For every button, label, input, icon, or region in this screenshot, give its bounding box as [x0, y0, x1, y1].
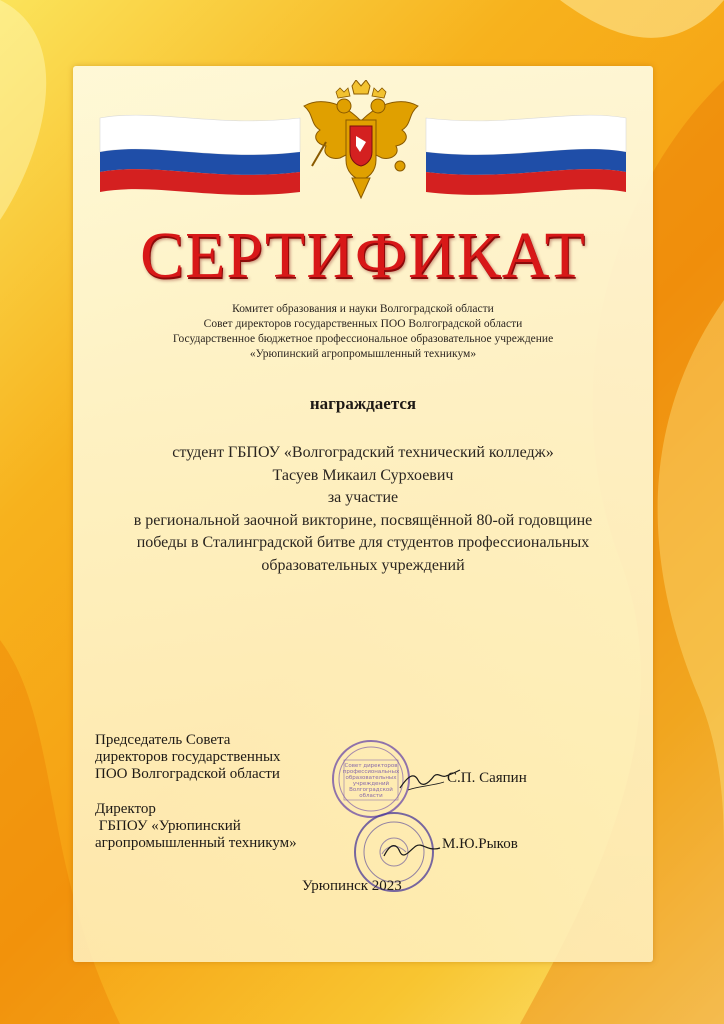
awarded-label: награждается	[309, 394, 417, 413]
stamp-line: профессиональных	[342, 769, 400, 775]
signatory-2-name: М.Ю.Рыков	[442, 836, 518, 852]
double-headed-eagle-emblem	[300, 80, 422, 204]
position-line: директоров государственных	[95, 749, 281, 765]
award-reason-line: в региональной заочной викторине, посвящённой 80-ой годовщине	[133, 511, 593, 529]
issuing-organizations	[73, 302, 653, 362]
organization-line: Комитет образования и науки Волгоградской области	[232, 303, 494, 315]
recipient-name: Тасуев Микаил Сурхоевич	[272, 466, 454, 484]
stamp-line: области	[359, 793, 383, 799]
signatory-1-name: С.П. Саяпин	[447, 770, 527, 786]
stamp-line: Совет директоров	[344, 763, 398, 769]
organization-line: Государственное бюджетное профессиональное образовательное учреждение	[172, 333, 554, 345]
signatory-2-position	[95, 801, 297, 852]
position-line: Председатель Совета	[95, 732, 231, 748]
certificate-title: СЕРТИФИКАТ	[140, 219, 586, 292]
stamp-line: образовательных	[345, 775, 397, 781]
stamp-line: Волгоградской	[349, 787, 393, 793]
recipient-institution: студент ГБПОУ «Волгоградский технический колледж»	[172, 444, 554, 461]
organization-line: «Урюпинский агропромышленный техникум»	[249, 348, 477, 360]
recipient-text	[73, 442, 653, 577]
signature-rykov	[382, 836, 442, 862]
place-and-year: Урюпинск 2023	[302, 878, 402, 894]
position-line: ГБПОУ «Урюпинский	[95, 818, 241, 834]
position-line: ПОО Волгоградской области	[95, 766, 280, 782]
position-line: агропромышленный техникум»	[95, 835, 297, 851]
award-reason-line: образовательных учреждений	[261, 556, 465, 574]
signatory-1-position	[95, 732, 281, 783]
stamp-line: учреждений	[352, 781, 390, 787]
award-reason-line: победы в Сталинградской битве для студентов профессиональных	[136, 534, 590, 551]
organization-line: Совет директоров государственных ПОО Волгоградской области	[203, 318, 523, 330]
award-reason: за участие	[327, 489, 399, 506]
position-line: Директор	[95, 801, 156, 817]
